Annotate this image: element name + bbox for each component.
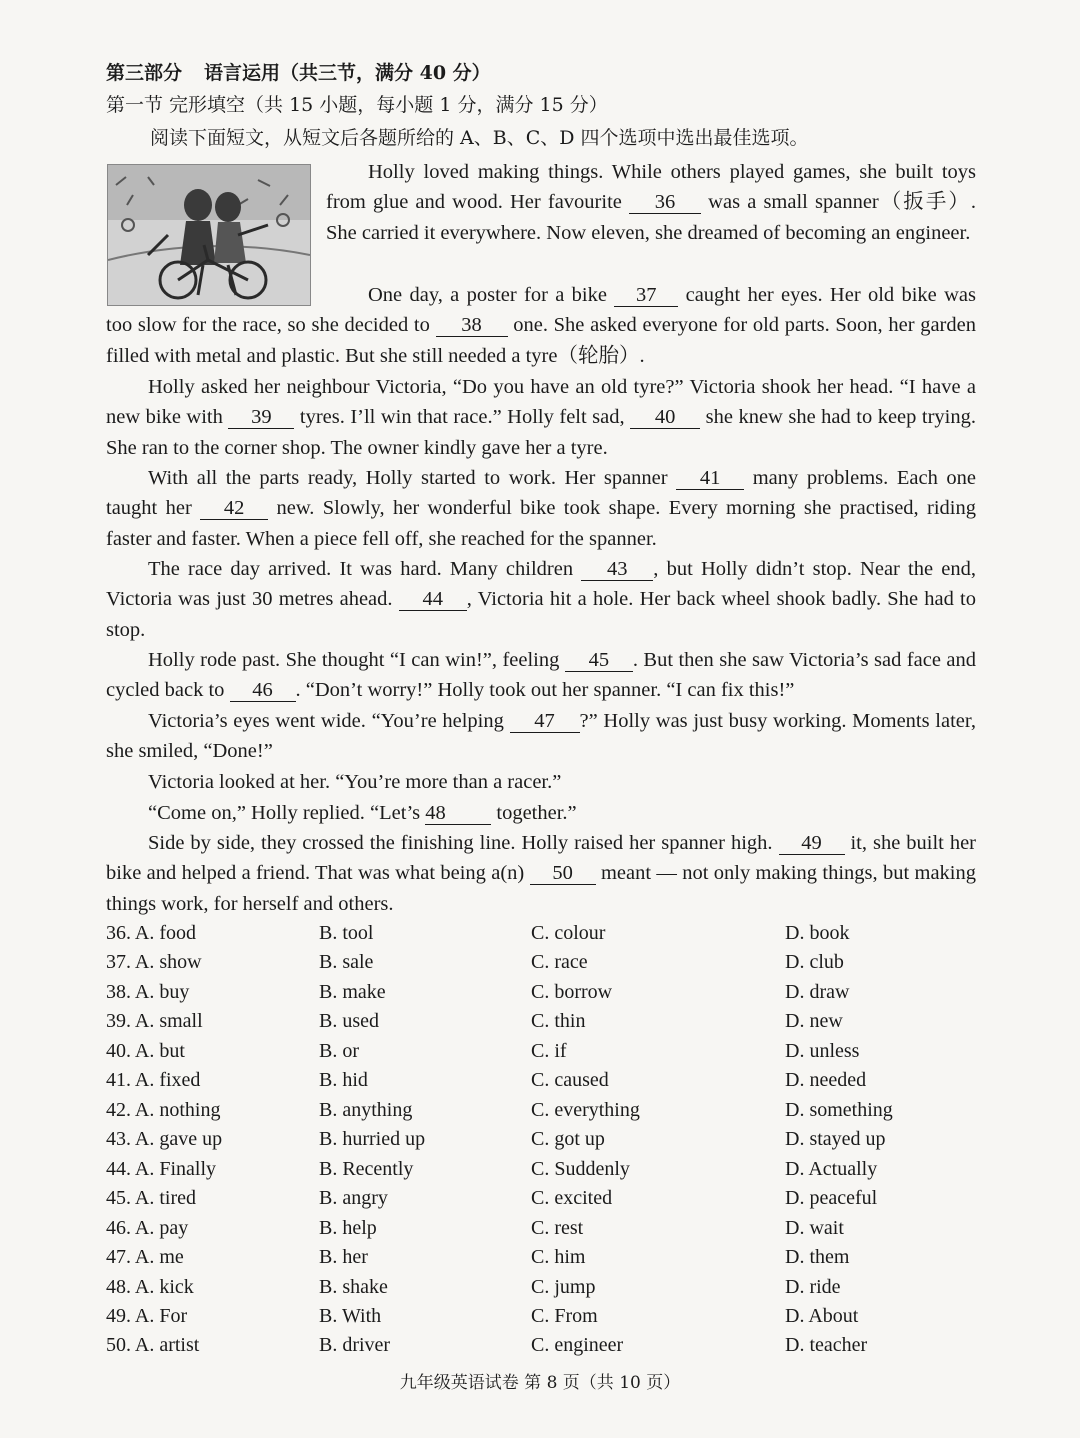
paragraph-2: One day, a poster for a bike 37 caught her eyes. Her old bike was too slow for the race, so she decided to 38 one. She asked everyone for old parts. Soon, her garden filled with metal and plastic. But she still needed a tyre（轮胎）. [106,284,976,367]
paragraph-9: “Come on,” Holly replied. “Let’s 48 together.” [148,802,577,824]
paragraph-5: The race day arrived. It was hard. Many children 43 , but Holly didn’t stop. Near the end, Victoria was just 30 metres ahead. 44 , Victoria hit a hole. Her back wheel shook badly. She had to stop. [106,558,977,641]
blank-44: 44 [399,588,467,611]
blank-49: 49 [779,832,845,855]
paragraph-1: Holly loved making things. While others played games, she built toys from glue and wood. Her favourite 36 was a small spanner（扳手）. She carried it everywhere. Now eleven, she dreamed of becoming an engineer. [326,161,976,244]
blank-48: 48 [425,802,491,825]
options-row-36: 36. A. food B. tool C. colour D. book [106,922,850,944]
part-title: 语言运用（共三节，满分 40 分） [204,62,491,84]
blank-42: 42 [200,497,268,520]
blank-50: 50 [530,862,596,885]
blank-39: 39 [228,406,294,429]
paragraph-4: With all the parts ready, Holly started to work. Her spanner 41 many problems. Each one taught her 42 new. Slowly, her wonderful bike took shape. Every morning she practised, riding faster and faster. When a piece fell off, she reached for the spanner. [106,467,976,550]
blank-37: 37 [614,284,678,307]
blank-43: 43 [581,558,653,581]
blank-47: 47 [510,710,580,733]
options-row-43: 43. A. gave up B. hurried up C. got up D. stayed up [106,1128,886,1150]
blank-40: 40 [630,406,700,429]
options-row-47: 47. A. me B. her C. him D. them [106,1246,850,1268]
options-row-39: 39. A. small B. used C. thin D. new [106,1010,843,1032]
options-row-37: 37. A. show B. sale C. race D. club [106,951,844,973]
options-row-40: 40. A. but B. or C. if D. unless [106,1040,860,1062]
options-row-48: 48. A. kick B. shake C. jump D. ride [106,1276,841,1298]
paragraph-3: Holly asked her neighbour Victoria, “Do you have an old tyre?” Victoria shook her head. “I have a new bike with 39 tyres. I’ll win that race.” Holly felt sad, 40 she knew she had to keep trying. She ran to the corner shop. The owner kindly gave her a tyre. [106,376,976,459]
options-row-44: 44. A. Finally B. Recently C. Suddenly D. Actually [106,1158,878,1180]
options-row-49: 49. A. For B. With C. From D. About [106,1305,859,1327]
blank-36: 36 [629,191,701,214]
instruction-text: 阅读下面短文，从短文后各题所给的 A、B、C、D 四个选项中选出最佳选项。 [150,127,809,149]
paragraph-6: Holly rode past. She thought “I can win!”, feeling 45 . But then she saw Victoria’s sad face and cycled back to 46 . “Don’t worry!” Holly took out her spanner. “I can fix this!” [106,649,976,702]
blank-46: 46 [230,679,296,702]
options-row-38: 38. A. buy B. make C. borrow D. draw [106,981,850,1003]
part-label: 第三部分 [106,62,183,84]
part-heading [106,58,491,85]
options-row-50: 50. A. artist B. driver C. engineer D. teacher [106,1334,868,1356]
blank-41: 41 [676,467,744,490]
options-row-46: 46. A. pay B. help C. rest D. wait [106,1217,844,1239]
paragraph-8: Victoria looked at her. “You’re more than a racer.” [148,771,562,793]
options-row-42: 42. A. nothing B. anything C. everything D. something [106,1099,893,1121]
options-row-45: 45. A. tired B. angry C. excited D. peaceful [106,1187,878,1209]
paragraph-10: Side by side, they crossed the finishing line. Holly raised her spanner high. 49 it, she built her bike and helped a friend. That was what being a(n) 50 meant — not only making things, but making things work, for herself and others. [106,832,977,915]
page-footer: 九年级英语试卷 第 8 页（共 10 页） [399,1373,681,1393]
section-heading: 第一节 完形填空（共 15 小题，每小题 1 分，满分 15 分） [106,94,608,116]
paragraph-7: Victoria’s eyes went wide. “You’re helping 47 ?” Holly was just busy working. Moments later, she smiled, “Done!” [106,710,976,763]
blank-45: 45 [565,649,633,672]
options-row-41: 41. A. fixed B. hid C. caused D. needed [106,1069,867,1091]
blank-38: 38 [436,314,508,337]
